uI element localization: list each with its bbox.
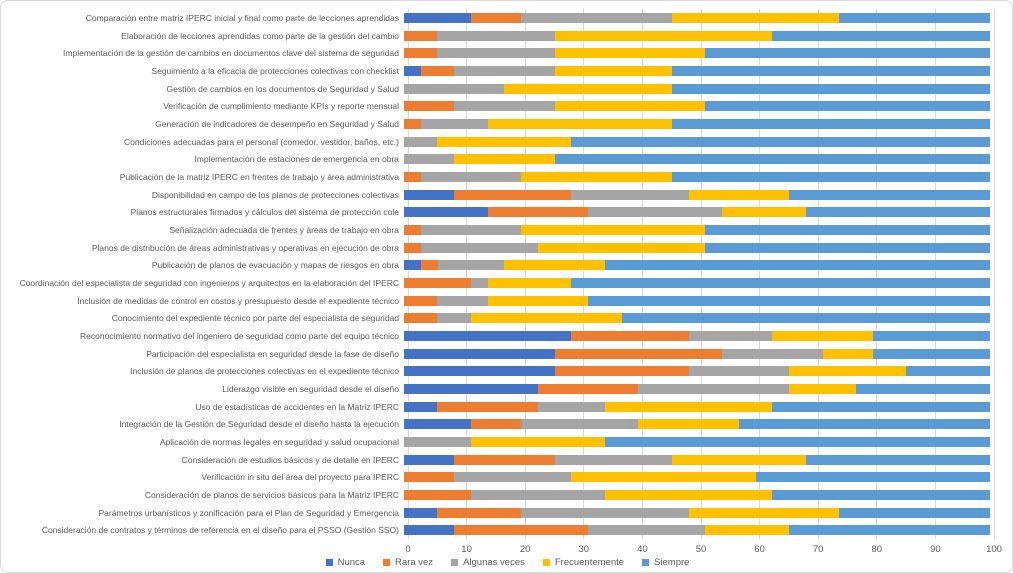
bar-segment-rara-vez — [538, 384, 638, 394]
bar-segment-rara-vez — [555, 349, 722, 359]
bar-segment-nunca — [404, 402, 437, 412]
bar-segment-algunas-veces — [421, 225, 521, 235]
bar-track — [404, 243, 990, 253]
bar-segment-siempre — [789, 190, 990, 200]
bar-segment-frecuentemente — [555, 48, 706, 58]
bar-segment-algunas-veces — [588, 525, 705, 535]
bar-segment-algunas-veces — [521, 508, 688, 518]
category-label-text: Integración de la Gestión de Seguridad desde el diseño hasta la ejecución — [119, 419, 399, 430]
bar-segment-rara-vez — [404, 172, 421, 182]
chart-row — [1, 504, 1013, 522]
bar-segment-siempre — [672, 66, 990, 76]
bar-segment-frecuentemente — [437, 137, 571, 147]
category-label-text: Verificación de cumplimiento mediante KPIs y reporte mensual — [163, 101, 399, 112]
category-label — [1, 66, 404, 76]
bar-segment-rara-vez — [404, 225, 421, 235]
bar-segment-siempre — [789, 525, 990, 535]
bar-segment-frecuentemente — [605, 490, 772, 500]
x-tick-label: 20 — [519, 544, 531, 555]
category-label — [1, 313, 404, 323]
chart-row — [1, 150, 1013, 168]
x-tick-label: 40 — [637, 544, 648, 555]
chart-row — [1, 309, 1013, 327]
category-label — [1, 225, 404, 235]
category-label — [1, 13, 404, 23]
bar-track — [404, 278, 990, 288]
bar-segment-siempre — [605, 437, 990, 447]
bar-track — [404, 455, 990, 465]
category-label-text: Gestión de cambios en los documentos de Seguridad y Salud — [166, 83, 399, 94]
bar-segment-frecuentemente — [823, 349, 873, 359]
bar-segment-siempre — [806, 207, 990, 217]
bar-segment-rara-vez — [404, 48, 437, 58]
category-label-text: Publicación de la matriz IPERC en frentes de trabajo y área administrativa — [119, 171, 399, 182]
legend-swatch-algunas-veces — [451, 559, 458, 566]
bar-segment-nunca — [404, 419, 471, 429]
legend-label: Nunca — [337, 557, 366, 568]
bar-segment-siempre — [873, 331, 990, 341]
bar-track — [404, 437, 990, 447]
bar-segment-frecuentemente — [555, 101, 706, 111]
category-label-text: Elaboración de lecciones aprendidas como parte de la gestión del cambio — [121, 30, 399, 41]
bar-track — [404, 48, 990, 58]
category-label — [1, 154, 404, 164]
category-label-text: Participación del especialista en seguridad desde la fase de diseño — [146, 348, 399, 359]
category-label-text: Inclusión de planos de protecciones colectivas en el expediente técnico — [130, 366, 399, 377]
chart-row — [1, 186, 1013, 204]
legend-item-nunca — [326, 557, 365, 568]
bar-segment-algunas-veces — [454, 66, 554, 76]
chart-row — [1, 221, 1013, 239]
bar-segment-rara-vez — [421, 260, 438, 270]
bar-segment-rara-vez — [404, 278, 471, 288]
bar-segment-algunas-veces — [421, 172, 521, 182]
bar-segment-algunas-veces — [638, 384, 789, 394]
category-label — [1, 207, 404, 217]
bar-segment-nunca — [404, 260, 421, 270]
category-label — [1, 278, 404, 288]
category-label-text: Planos estructurales firmados y cálculos del sistema de protección cole — [130, 207, 399, 218]
category-label-text: Implementación de estaciones de emergencia en obra — [194, 154, 399, 165]
bar-segment-rara-vez — [404, 101, 454, 111]
category-label-text: Consideración de estudios básicos y de detalle en IPERC — [181, 454, 399, 465]
bar-segment-nunca — [404, 455, 454, 465]
bar-segment-algunas-veces — [538, 402, 605, 412]
bar-segment-nunca — [404, 331, 571, 341]
bar-segment-algunas-veces — [588, 207, 722, 217]
bar-segment-algunas-veces — [722, 349, 822, 359]
bar-segment-siempre — [705, 243, 990, 253]
bar-segment-algunas-veces — [437, 31, 554, 41]
bar-segment-algunas-veces — [404, 137, 437, 147]
bar-segment-siempre — [839, 508, 990, 518]
bar-segment-frecuentemente — [521, 225, 705, 235]
x-tick-label: 80 — [871, 544, 883, 555]
bar-segment-rara-vez — [404, 243, 421, 253]
bar-track — [404, 101, 990, 111]
category-label — [1, 366, 404, 376]
chart-row — [1, 292, 1013, 310]
category-label — [1, 525, 404, 535]
bar-segment-nunca — [404, 349, 555, 359]
legend-swatch-siempre — [642, 559, 649, 566]
bar-segment-rara-vez — [571, 331, 688, 341]
bar-segment-algunas-veces — [689, 331, 773, 341]
x-tick-label: 70 — [812, 544, 824, 555]
chart-row — [1, 168, 1013, 186]
bar-segment-rara-vez — [471, 13, 521, 23]
bar-segment-rara-vez — [437, 508, 521, 518]
bar-segment-siempre — [806, 455, 990, 465]
bar-segment-algunas-veces — [571, 190, 688, 200]
x-tick-label: 10 — [461, 544, 472, 555]
chart-row — [1, 133, 1013, 151]
category-label — [1, 260, 404, 270]
category-label — [1, 48, 404, 58]
bar-segment-siempre — [672, 172, 990, 182]
bar-segment-rara-vez — [404, 313, 437, 323]
bar-track — [404, 66, 990, 76]
category-label-text: Condiciones adecuadas para el personal (comedor, vestidor, baños, etc.) — [124, 136, 399, 147]
category-label-text: Consideración de contratos y términos de referencia en el diseño para el PSSO (Gestión SSO) — [41, 525, 399, 536]
bar-segment-nunca — [404, 384, 538, 394]
bar-segment-siempre — [705, 225, 990, 235]
x-axis — [405, 544, 1002, 556]
bar-track — [404, 296, 990, 306]
category-label — [1, 490, 404, 500]
legend-item-algunas-veces — [451, 557, 525, 568]
bar-segment-frecuentemente — [471, 313, 622, 323]
category-label-text: Parámetros urbanísticos y zonificación para el Plan de Seguridad y Emergencia — [98, 507, 399, 518]
category-label-text: Publicación de planos de evacuación y mapas de riesgos en obra — [151, 260, 399, 271]
bar-segment-siempre — [839, 13, 990, 23]
legend-item-rara-vez — [383, 557, 433, 568]
bar-segment-frecuentemente — [488, 296, 588, 306]
bar-track — [404, 154, 990, 164]
bar-segment-siempre — [622, 313, 990, 323]
legend-label: Algunas veces — [463, 557, 525, 568]
category-label — [1, 101, 404, 111]
bar-segment-rara-vez — [404, 31, 437, 41]
bar-segment-rara-vez — [555, 366, 689, 376]
bar-segment-siempre — [555, 154, 990, 164]
plot-area — [1, 9, 1013, 539]
chart-row — [1, 27, 1013, 45]
bar-segment-frecuentemente — [471, 437, 605, 447]
chart-row — [1, 451, 1013, 469]
category-label-text: Generación de indicadores de desempeño en Seguridad y Salud — [155, 118, 399, 129]
bar-segment-algunas-veces — [404, 437, 471, 447]
chart-row — [1, 486, 1013, 504]
bar-segment-rara-vez — [437, 402, 537, 412]
x-tick-label: 60 — [754, 544, 765, 555]
bar-track — [404, 84, 990, 94]
category-label-text: Verificación in situ del área del proyecto para IPERC — [201, 472, 399, 483]
category-label — [1, 137, 404, 147]
legend-swatch-nunca — [326, 559, 333, 566]
bar-track — [404, 349, 990, 359]
chart-row — [1, 521, 1013, 539]
bar-segment-siempre — [571, 137, 990, 147]
bar-track — [404, 207, 990, 217]
category-label — [1, 472, 404, 482]
bar-segment-nunca — [404, 525, 454, 535]
bar-segment-frecuentemente — [722, 207, 806, 217]
bar-track — [404, 260, 990, 270]
bar-segment-rara-vez — [404, 296, 437, 306]
bar-segment-algunas-veces — [521, 419, 638, 429]
bar-segment-algunas-veces — [521, 13, 672, 23]
bar-track — [404, 525, 990, 535]
bar-segment-siempre — [756, 472, 990, 482]
bar-segment-siempre — [705, 101, 990, 111]
category-label-text: Uso de estadísticas de accidentes en la Matriz IPERC — [195, 401, 399, 412]
category-label — [1, 296, 404, 306]
category-label-text: Inclusión de medidas de control en costos y presupuesto desde el expediente técnico — [77, 295, 399, 306]
bar-track — [404, 384, 990, 394]
bar-track — [404, 419, 990, 429]
category-label — [1, 349, 404, 359]
chart-row — [1, 398, 1013, 416]
bar-track — [404, 119, 990, 129]
bar-segment-siempre — [906, 366, 990, 376]
x-tick-label: 0 — [405, 544, 411, 555]
bar-segment-algunas-veces — [404, 84, 504, 94]
category-label — [1, 384, 404, 394]
bar-segment-algunas-veces — [437, 48, 554, 58]
legend-swatch-rara-vez — [383, 559, 390, 566]
chart-row — [1, 9, 1013, 27]
bar-segment-siempre — [705, 48, 990, 58]
bar-segment-frecuentemente — [689, 190, 789, 200]
bar-segment-siempre — [605, 260, 990, 270]
legend-item-siempre — [642, 557, 689, 568]
chart-row — [1, 380, 1013, 398]
bar-segment-frecuentemente — [689, 508, 840, 518]
chart-row — [1, 274, 1013, 292]
category-label — [1, 437, 404, 447]
bar-track — [404, 137, 990, 147]
bar-segment-nunca — [404, 207, 488, 217]
chart-row — [1, 80, 1013, 98]
bar-segment-frecuentemente — [789, 366, 906, 376]
bar-segment-frecuentemente — [504, 260, 604, 270]
bar-track — [404, 472, 990, 482]
bar-segment-rara-vez — [404, 472, 454, 482]
legend-item-frecuentemente — [543, 557, 624, 568]
bar-segment-frecuentemente — [538, 243, 705, 253]
chart-row — [1, 256, 1013, 274]
bar-segment-algunas-veces — [404, 154, 454, 164]
category-label — [1, 31, 404, 41]
chart-row — [1, 115, 1013, 133]
bar-segment-frecuentemente — [571, 472, 755, 482]
chart-row — [1, 203, 1013, 221]
category-label-text: Seguimiento a la eficacia de protecciones colectivas con checklist — [151, 65, 399, 76]
bar-track — [404, 313, 990, 323]
bar-segment-algunas-veces — [689, 366, 789, 376]
bar-track — [404, 190, 990, 200]
category-label — [1, 419, 404, 429]
category-label-text: Liderazgo visible en seguridad desde el diseño — [222, 383, 399, 394]
bar-track — [404, 225, 990, 235]
bar-segment-rara-vez — [421, 66, 454, 76]
bar-segment-frecuentemente — [672, 13, 839, 23]
chart-row — [1, 345, 1013, 363]
bar-segment-siempre — [739, 419, 990, 429]
bar-segment-rara-vez — [404, 119, 421, 129]
category-label — [1, 190, 404, 200]
category-label-text: Consideración de planos de servicios básicos para la Matriz IPERC — [144, 489, 399, 500]
bar-segment-frecuentemente — [504, 84, 671, 94]
category-label-text: Coordinación del especialista de seguridad con ingenieros y arquitectos en la elaboración del IPERC — [19, 277, 399, 288]
bar-segment-frecuentemente — [705, 525, 789, 535]
bar-segment-nunca — [404, 13, 471, 23]
bar-segment-frecuentemente — [454, 154, 554, 164]
bar-segment-frecuentemente — [555, 66, 672, 76]
category-label — [1, 402, 404, 412]
bar-segment-siempre — [588, 296, 990, 306]
legend-label: Siempre — [654, 557, 690, 568]
bar-segment-algunas-veces — [438, 260, 505, 270]
bar-segment-siempre — [856, 384, 990, 394]
bar-segment-frecuentemente — [488, 119, 672, 129]
category-label — [1, 84, 404, 94]
chart-row — [1, 97, 1013, 115]
bar-segment-nunca — [404, 366, 555, 376]
bar-segment-nunca — [404, 508, 437, 518]
category-label — [1, 331, 404, 341]
category-label-text: Implementación de la gestión de cambios en documentos clave del sistema de seguridad — [63, 48, 399, 59]
bar-segment-rara-vez — [471, 419, 521, 429]
chart-row — [1, 327, 1013, 345]
bar-segment-algunas-veces — [471, 490, 605, 500]
bar-segment-siempre — [772, 31, 990, 41]
category-label — [1, 455, 404, 465]
bar-segment-frecuentemente — [789, 384, 856, 394]
category-label — [1, 119, 404, 129]
chart-row — [1, 239, 1013, 257]
chart-row — [1, 362, 1013, 380]
bar-segment-rara-vez — [404, 490, 471, 500]
category-label — [1, 172, 404, 182]
bar-segment-siempre — [873, 349, 990, 359]
bar-segment-algunas-veces — [555, 455, 672, 465]
chart-row — [1, 44, 1013, 62]
legend-swatch-frecuentemente — [543, 559, 550, 566]
category-label-text: Disponibilidad en campo de los planos de protecciones colectivas — [151, 189, 399, 200]
bar-segment-siempre — [772, 490, 990, 500]
x-tick-label: 100 — [986, 544, 1002, 555]
bar-segment-frecuentemente — [521, 172, 672, 182]
bar-segment-siempre — [672, 119, 990, 129]
bar-segment-frecuentemente — [672, 455, 806, 465]
bar-segment-algunas-veces — [421, 119, 488, 129]
legend-label: Frecuentemente — [554, 557, 625, 568]
category-label-text: Aplicación de normas legales en seguridad y salud ocupacional — [159, 436, 399, 447]
bar-segment-rara-vez — [488, 207, 588, 217]
legend — [1, 557, 1013, 568]
bar-segment-algunas-veces — [437, 296, 487, 306]
bar-segment-siempre — [571, 278, 990, 288]
x-tick-label: 90 — [930, 544, 941, 555]
category-label-text: Planos de distribución de áreas administrativas y operativas en ejecución de obra — [91, 242, 399, 253]
bar-segment-frecuentemente — [638, 419, 738, 429]
bar-segment-algunas-veces — [454, 472, 571, 482]
bar-segment-nunca — [404, 66, 421, 76]
bar-segment-rara-vez — [454, 455, 554, 465]
bar-track — [404, 13, 990, 23]
bar-segment-rara-vez — [454, 525, 588, 535]
bar-track — [404, 366, 990, 376]
chart-row — [1, 468, 1013, 486]
category-label-text: Reconocimiento normativo del ingeniero de seguridad como parte del equipo técnico — [80, 330, 399, 341]
legend-label: Rara vez — [395, 557, 434, 568]
bar-segment-siempre — [772, 402, 990, 412]
bar-segment-algunas-veces — [437, 313, 470, 323]
bar-track — [404, 331, 990, 341]
bar-segment-frecuentemente — [772, 331, 872, 341]
bar-track — [404, 31, 990, 41]
category-label-text: Comparación entre matriz IPERC inicial y final como parte de lecciones aprendidas — [85, 12, 399, 23]
bar-track — [404, 508, 990, 518]
bar-track — [404, 402, 990, 412]
category-label — [1, 243, 404, 253]
bar-segment-frecuentemente — [605, 402, 772, 412]
bar-segment-siempre — [672, 84, 990, 94]
bar-track — [404, 490, 990, 500]
bar-segment-algunas-veces — [471, 278, 488, 288]
category-label — [1, 508, 404, 518]
x-tick-label: 50 — [695, 544, 707, 555]
bar-segment-frecuentemente — [555, 31, 773, 41]
chart-row — [1, 62, 1013, 80]
chart-row — [1, 415, 1013, 433]
category-label-text: Conocimiento del expediente técnico por parte del especialista de seguridad — [111, 313, 399, 324]
chart-row — [1, 433, 1013, 451]
bar-track — [404, 172, 990, 182]
bar-segment-frecuentemente — [488, 278, 572, 288]
bar-segment-rara-vez — [454, 190, 571, 200]
bar-segment-nunca — [404, 190, 454, 200]
bar-segment-algunas-veces — [421, 243, 538, 253]
category-label-text: Señalización adecuada de frentes y áreas de trabajo en obra — [169, 224, 399, 235]
bar-segment-algunas-veces — [454, 101, 554, 111]
x-tick-label: 30 — [578, 544, 590, 555]
